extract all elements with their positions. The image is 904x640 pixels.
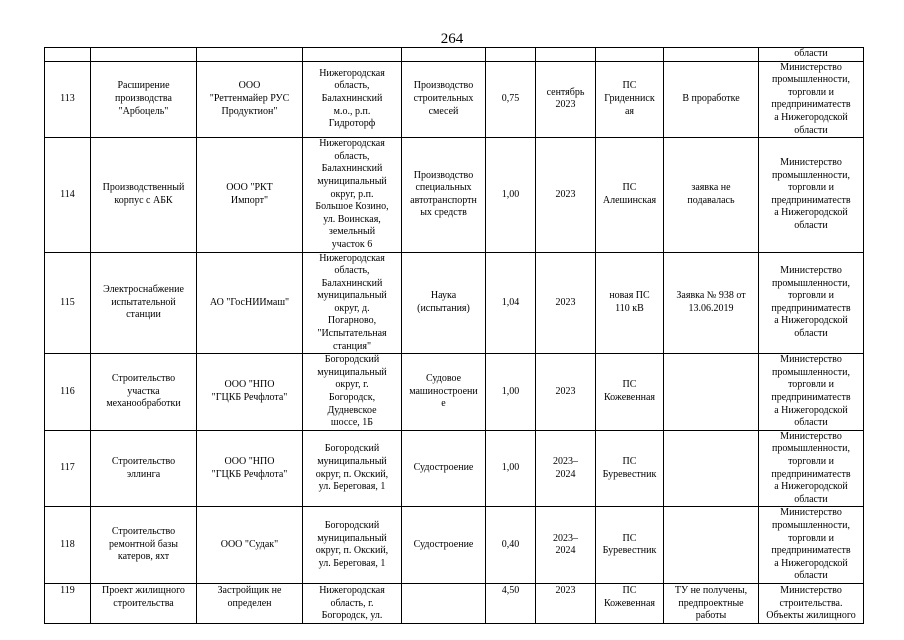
cell-number: 118 <box>45 507 91 584</box>
cell-company: ООО "Реттенмайер РУС Продуктион" <box>197 61 303 138</box>
cell-number: 113 <box>45 61 91 138</box>
cell-capacity: 0,40 <box>486 507 536 584</box>
cell-period: 2023– 2024 <box>536 430 596 507</box>
cell-location: Нижегородская область, Балахнинский муниципальный округ, д. Погарново, "Испытательная станция" <box>303 252 402 354</box>
cell-number: 117 <box>45 430 91 507</box>
cell-period <box>536 48 596 62</box>
cell-number: 114 <box>45 138 91 252</box>
cell-capacity: 1,00 <box>486 430 536 507</box>
cell-activity <box>402 583 486 623</box>
cell-location: Богородский муниципальный округ, п. Окский, ул. Береговая, 1 <box>303 430 402 507</box>
cell-location: Богородский муниципальный округ, г. Богородск, Дудневское шоссе, 1Б <box>303 354 402 431</box>
table-row <box>45 61 864 138</box>
cell-project: Строительство участка механообработки <box>91 354 197 431</box>
cell-capacity: 1,00 <box>486 138 536 252</box>
cell-activity: Судовое машиностроени е <box>402 354 486 431</box>
cell-substation: ПС Кожевенная <box>596 583 664 623</box>
cell-activity: Судостроение <box>402 430 486 507</box>
cell-project: Расширение производства "Арбоцель" <box>91 61 197 138</box>
cell-ministry: Министерство промышленности, торговли и предприниматеств а Нижегородской области <box>759 138 864 252</box>
cell-capacity <box>486 48 536 62</box>
cell-location: Нижегородская область, г. Богородск, ул. <box>303 583 402 623</box>
table-row <box>45 430 864 507</box>
cell-status: Заявка № 938 от 13.06.2019 <box>664 252 759 354</box>
cell-activity: Судостроение <box>402 507 486 584</box>
cell-period: 2023 <box>536 252 596 354</box>
cell-activity: Наука (испытания) <box>402 252 486 354</box>
cell-status: В проработке <box>664 61 759 138</box>
cell-ministry: Министерство промышленности, торговли и предприниматеств а Нижегородской области <box>759 430 864 507</box>
table-row <box>45 583 864 623</box>
cell-capacity: 1,04 <box>486 252 536 354</box>
cell-status: ТУ не получены, предпроектные работы <box>664 583 759 623</box>
cell-period: 2023 <box>536 583 596 623</box>
cell-period: 2023– 2024 <box>536 507 596 584</box>
cell-substation: ПС Буревестник <box>596 430 664 507</box>
cell-number: 115 <box>45 252 91 354</box>
page-number: 264 <box>440 31 464 47</box>
table-row <box>45 252 864 354</box>
cell-company <box>197 48 303 62</box>
cell-ministry: области <box>759 48 864 62</box>
cell-substation <box>596 48 664 62</box>
cell-company: ООО "НПО "ГЦКБ Речфлота" <box>197 354 303 431</box>
table-row <box>45 354 864 431</box>
cell-project: Производственный корпус с АБК <box>91 138 197 252</box>
cell-ministry: Министерство промышленности, торговли и предприниматеств а Нижегородской области <box>759 61 864 138</box>
cell-company: Застройщик не определен <box>197 583 303 623</box>
cell-number: 116 <box>45 354 91 431</box>
cell-period: 2023 <box>536 138 596 252</box>
cell-ministry: Министерство строительства. Объекты жилищного <box>759 583 864 623</box>
cell-activity <box>402 48 486 62</box>
cell-status <box>664 507 759 584</box>
cell-capacity: 4,50 <box>486 583 536 623</box>
table-row <box>45 507 864 584</box>
cell-substation: ПС Кожевенная <box>596 354 664 431</box>
cell-capacity: 1,00 <box>486 354 536 431</box>
cell-capacity: 0,75 <box>486 61 536 138</box>
cell-substation: ПС Гриденниск ая <box>596 61 664 138</box>
table-row <box>45 138 864 252</box>
cell-ministry: Министерство промышленности, торговли и предприниматеств а Нижегородской области <box>759 354 864 431</box>
cell-period: сентябрь 2023 <box>536 61 596 138</box>
cell-substation: ПС Буревестник <box>596 507 664 584</box>
cell-location: Нижегородская область, Балахнинский муниципальный округ, р.п. Большое Козино, ул. Воинская, земельный участок 6 <box>303 138 402 252</box>
cell-status <box>664 48 759 62</box>
cell-ministry: Министерство промышленности, торговли и предприниматеств а Нижегородской области <box>759 252 864 354</box>
cell-company: ООО "РКТ Импорт" <box>197 138 303 252</box>
cell-status: заявка не подавалась <box>664 138 759 252</box>
cell-company: ООО "Судак" <box>197 507 303 584</box>
cell-substation: ПС Алешинская <box>596 138 664 252</box>
cell-ministry: Министерство промышленности, торговли и предприниматеств а Нижегородской области <box>759 507 864 584</box>
cell-number: 119 <box>45 583 91 623</box>
cell-project: Электроснабжение испытательной станции <box>91 252 197 354</box>
table-row <box>45 48 864 62</box>
cell-project: Строительство эллинга <box>91 430 197 507</box>
cell-substation: новая ПС 110 кВ <box>596 252 664 354</box>
cell-number <box>45 48 91 62</box>
cell-location <box>303 48 402 62</box>
cell-activity: Производство строительных смесей <box>402 61 486 138</box>
cell-project <box>91 48 197 62</box>
cell-location: Богородский муниципальный округ, п. Окский, ул. Береговая, 1 <box>303 507 402 584</box>
cell-company: ООО "НПО "ГЦКБ Речфлота" <box>197 430 303 507</box>
cell-project: Проект жилищного строительства <box>91 583 197 623</box>
projects-table <box>44 47 864 624</box>
cell-status <box>664 354 759 431</box>
cell-status <box>664 430 759 507</box>
cell-activity: Производство специальных автотранспортн ых средств <box>402 138 486 252</box>
cell-project: Строительство ремонтной базы катеров, яхт <box>91 507 197 584</box>
cell-company: АО "ГосНИИмаш" <box>197 252 303 354</box>
cell-period: 2023 <box>536 354 596 431</box>
cell-location: Нижегородская область, Балахнинский м.о., р.п. Гидроторф <box>303 61 402 138</box>
